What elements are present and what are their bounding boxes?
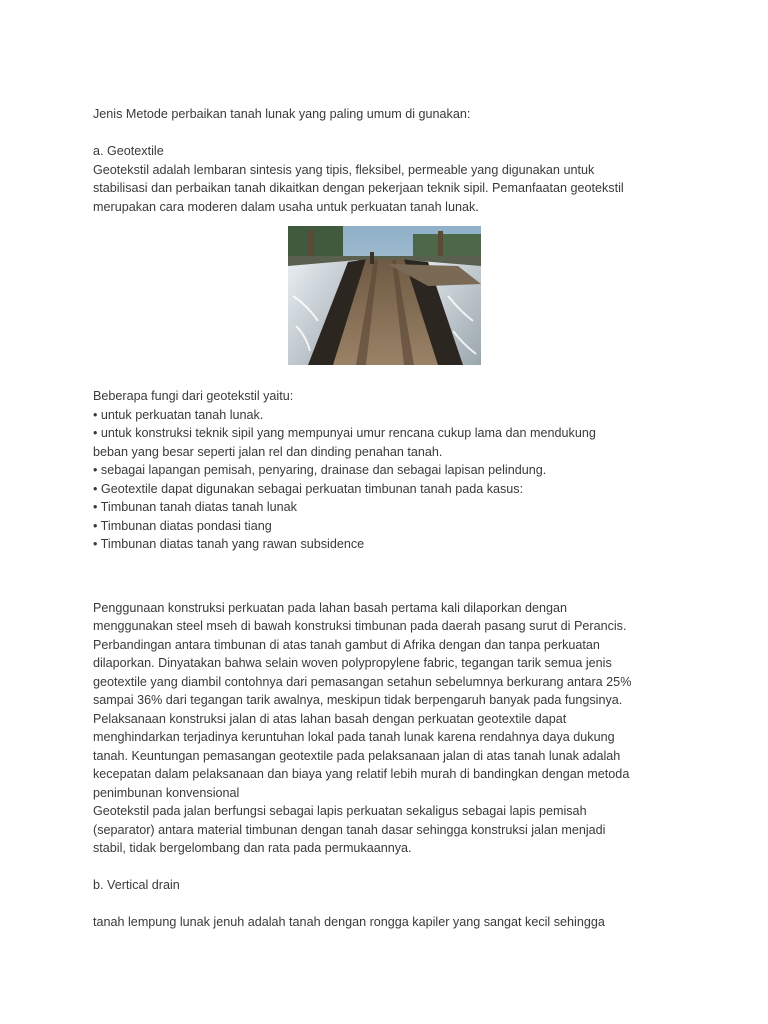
body-line-4: dilaporkan. Dinyatakan bahwa selain woven polypropylene fabric, tegangan tarik semua jenis	[93, 656, 612, 670]
body-line-5: geotextile yang diambil contohnya dari pemasangan setahun sebelumnya berkurang antara 25%	[93, 674, 632, 689]
functions-line-6: • Timbunan tanah diatas tanah lunak	[93, 500, 297, 514]
body-line-2: menggunakan steel mseh di bawah konstruksi timbunan pada daerah pasang surut di Perancis.	[93, 619, 627, 633]
body-line-13: (separator) antara material timbunan dengan tanah dasar sehingga konstruksi jalan menjadi	[93, 822, 606, 837]
geotextile-photo	[288, 226, 481, 365]
functions-line-1: • untuk perkuatan tanah lunak.	[93, 407, 264, 422]
functions-line-2: • untuk konstruksi teknik sipil yang mempunyai umur rencana cukup lama dan mendukung	[93, 426, 596, 440]
document-page	[93, 105, 693, 932]
body-line-12: Geotekstil pada jalan berfungsi sebagai lapis perkuatan sekaligus sebagai lapis pemisah	[93, 804, 587, 818]
section-a-line-1: Geotekstil adalah lembaran sintesis yang tipis, fleksibel, permeable yang digunakan untuk	[93, 162, 595, 177]
functions-line-7: • Timbunan diatas pondasi tiang	[93, 518, 272, 533]
intro-text: Jenis Metode perbaikan tanah lunak yang paling umum di gunakan:	[93, 107, 471, 121]
spacer	[93, 124, 693, 143]
body-line-14: stabil, tidak bergelombang dan rata pada permukaannya.	[93, 841, 412, 855]
section-a-line-3: merupakan cara moderen dalam usaha untuk perkuatan tanah lunak.	[93, 199, 479, 214]
section-a-line-2: stabilisasi dan perbaikan tanah dikaitkan dengan pekerjaan teknik sipil. Pemanfaatan geotekstil	[93, 181, 624, 195]
functions-line-3: beban yang besar seperti jalan rel dan dinding penahan tanah.	[93, 444, 443, 459]
body-line-1: Penggunaan konstruksi perkuatan pada lahan basah pertama kali dilaporkan dengan	[93, 600, 568, 615]
body-line-9: tanah. Keuntungan pemasangan geotextile pada pelaksanaan jalan di atas tanah lunak adalah	[93, 748, 621, 763]
body-line-3: Perbandingan antara timbunan di atas tanah gambut di Afrika dengan dan tanpa perkuatan	[93, 637, 600, 652]
spacer	[93, 858, 693, 877]
body-line-8: menghindarkan terjadinya keruntuhan lokal pada tanah lunak karena rendahnya daya dukung	[93, 730, 615, 744]
functions-line-8: • Timbunan diatas tanah yang rawan subsidence	[93, 537, 365, 551]
functions-line-5: • Geotextile dapat digunakan sebagai perkuatan timbunan tanah pada kasus:	[93, 481, 524, 496]
functions-intro: Beberapa fungi dari geotekstil yaitu:	[93, 389, 294, 403]
section-a-heading: a. Geotextile	[93, 144, 164, 158]
spacer	[93, 554, 693, 599]
section-b-first-line: tanah lempung lunak jenuh adalah tanah dengan rongga kapiler yang sangat kecil sehingga	[93, 915, 605, 929]
body-line-10: kecepatan dalam pelaksanaan dan biaya yang relatif lebih murah di bandingkan dengan metoda	[93, 767, 630, 781]
body-line-6: sampai 36% dari tegangan tarik awalnya, meskipun tidak berpengaruh banyak pada fungsinya.	[93, 693, 623, 707]
section-b-heading: b. Vertical drain	[93, 878, 180, 892]
functions-line-4: • sebagai lapangan pemisah, penyaring, drainase dan sebagai lapisan pelindung.	[93, 463, 547, 477]
spacer	[93, 895, 693, 914]
body-line-7: Pelaksanaan konstruksi jalan di atas lahan basah dengan perkuatan geotextile dapat	[93, 711, 567, 726]
body-line-11: penimbunan konvensional	[93, 785, 240, 800]
